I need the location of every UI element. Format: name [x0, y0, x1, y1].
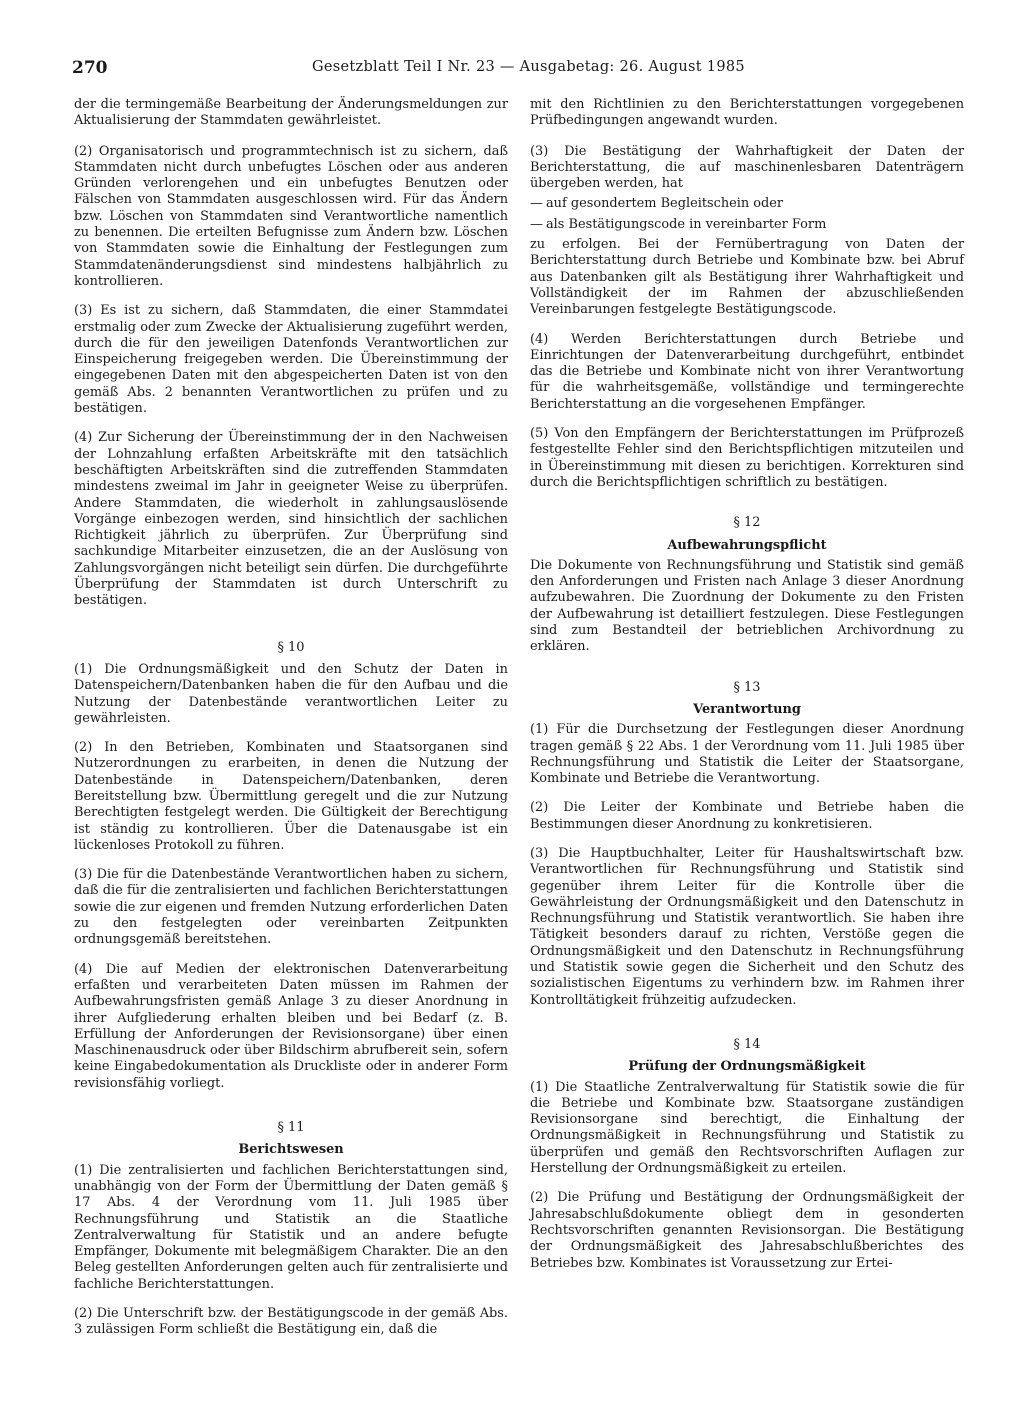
page-header [72, 58, 964, 86]
page-number: 270 [72, 58, 108, 78]
paragraph: (1) Die Ordnungsmäßigkeit und den Schutz der Daten in Datenspeichern/Datenbanken haben die für den Aufbau und die Nutzung der Datenbestände verantwortlichen Leiter zu gewährleisten. [74, 661, 508, 726]
paragraph: Die Dokumente von Rechnungsführung und Statistik sind gemäß den Anforderungen und Fristen nach Anlage 3 dieser Anordnung aufzubewahren. Die Zuordnung der Dokumente zu den Fristen der Aufbewahrung ist detailliert festzulegen. Diese Festlegungen sind zum Bestandteil der betrieblichen Archivordnung zu erklären. [530, 557, 964, 655]
paragraph: (4) Zur Sicherung der Übereinstimmung der in den Nachweisen der Lohnzahlung erfaßten Arbeitskräfte mit den tatsächlich beschäftigten Arbeitskräften sind die zutreffenden Stammdaten mindestens zweimal im Jahr in geeigneter Weise zu überprüfen. Andere Stammdaten, die wiederholt in zahlungsauslösende Vorgänge einbezogen werden, sind hinsichtlich der sachlichen Richtigkeit jährlich zu überprüfen. Zur Überprüfung sind sachkundige Mitarbeiter einzusetzen, die an der Auslösung von Zahlungsvorgängen nicht beteiligt sein dürfen. Die durchgeführte Überprüfung der Stammdaten ist durch Unterschrift zu bestätigen. [74, 430, 508, 609]
dash-marker: — [530, 216, 543, 232]
running-head: Gesetzblatt Teil I Nr. 23 — Ausgabetag: 26. August 1985 [312, 59, 745, 75]
section-title-pruefung: Prüfung der Ordnungsmäßigkeit [628, 1059, 866, 1075]
paragraph: (3) Die für die Datenbestände Verantwortlichen haben zu sichern, daß die für die zentralisierten und fachlichen Berichterstattungen sowie die zur eigenen und fremden Nutzung erforderlichen Daten zu den festgelegten oder vereinbarten Zeitpunkten ordnungsgemäß bereitstehen. [74, 867, 508, 948]
list-item [530, 196, 964, 212]
section-number-11: § 11 [277, 1120, 305, 1136]
paragraph: der die termingemäße Bearbeitung der Änderungsmeldungen zur Aktualisierung der Stammdaten gewährleistet. [74, 97, 508, 129]
paragraph: (4) Werden Berichterstattungen durch Betriebe und Einrichtungen der Datenverarbeitung durchgeführt, entbindet das die Betriebe und Kombinate nicht von ihrer Verantwortung für die wahrheitsgemäße, vollständige und termingerechte Berichterstattung an die vorgesehenen Empfänger. [530, 331, 964, 412]
paragraph: (2) Die Unterschrift bzw. der Bestätigungscode in der gemäß Abs. 3 zulässigen Form schließt die Bestätigung ein, daß die [74, 1306, 508, 1338]
paragraph: (5) Von den Empfängern der Berichterstattungen im Prüfprozeß festgestellte Fehler sind den Berichtspflichtigen mitzuteilen und in Übereinstimmung mit diesen zu berichtigen. Korrekturen sind durch die Berichtspflichtigen schriftlich zu bestätigen. [530, 426, 964, 490]
paragraph: (3) Die Hauptbuchhalter, Leiter für Haushaltswirtschaft bzw. Verantwortlichen für Rechnungsführung und Statistik sind gegenüber ihrem Leiter für die Kontrolle über die Gewährleistung der Ordnungsmäßigkeit und den Datenschutz in Rechnungsführung und Statistik verantwortlich. Sie haben ihre Tätigkeit besonders darauf zu richten, Verstöße gegen die Ordnungsmäßigkeit und den Datenschutz in Rechnungsführung und Statistik sowie gegen die Sicherheit und den Schutz des sozialistischen Eigentums zu verhindern bzw. im Rahmen ihrer Kontrolltätigkeit frühzeitig aufzudecken. [530, 845, 964, 1008]
list-item-text: auf gesondertem Begleitschein oder [546, 196, 784, 212]
section-number-10: § 10 [277, 639, 305, 655]
dash-marker: — [530, 196, 543, 212]
right-column [530, 97, 964, 1285]
paragraph: (2) Die Leiter der Kombinate und Betriebe haben die Bestimmungen dieser Anordnung zu konkretisieren. [530, 800, 964, 832]
section-title-berichtswesen: Berichtswesen [238, 1142, 344, 1158]
paragraph: zu erfolgen. Bei der Fernübertragung von Daten der Berichterstattung durch Betriebe und Kombinate bzw. bei Abruf aus Datenbanken gilt als Bestätigung ihrer Wahrhaftigkeit und Vollständigkeit der im Rahmen der abzuschließenden Vereinbarungen festgelegte Bestätigungscode. [530, 237, 964, 318]
paragraph: (1) Die Staatliche Zentralverwaltung für Statistik sowie die für die Betriebe und Kombinate bzw. Staatsorgane zuständigen Revisionsorgane sind berechtigt, die Einhaltung der Ordnungsmäßigkeit in Rechnungsführung und Statistik zu überprüfen und gemäß den Rechtsvorschriften Auflagen zur Herstellung der Ordnungsmäßigkeit zu erteilen. [530, 1079, 964, 1177]
paragraph: mit den Richtlinien zu den Berichterstattungen vorgegebenen Prüfbedingungen angewandt wurden. [530, 97, 964, 129]
section-number-14: § 14 [733, 1036, 761, 1052]
section-title-verantwortung: Verantwortung [693, 701, 801, 717]
list-item [530, 217, 964, 233]
list-item-text: als Bestätigungscode in vereinbarter Form [546, 216, 827, 232]
section-number-12: § 12 [733, 515, 761, 531]
dash-list [530, 196, 964, 233]
paragraph: (1) Die zentralisierten und fachlichen Berichterstattungen sind, unabhängig von der Form der Übermittlung der Daten gemäß § 17 Abs. 4 der Verordnung vom 11. Juli 1985 über Rechnungsführung und Statistik an die Staatliche Zentralverwaltung für Statistik und an andere befugte Empfänger, Dokumente mit belegmäßigem Charakter. Die an den Beleg gestellten Anforderungen gelten auch für zentralisierte und fachliche Berichterstattungen. [74, 1162, 508, 1292]
paragraph: (2) Die Prüfung und Bestätigung der Ordnungsmäßigkeit der Jahresabschlußdokumente obliegt dem in gesonderten Rechtsvorschriften genannten Revisionsorgan. Die Bestätigung der Ordnungsmäßigkeit des Jahresabschlußberichtes des Betriebes bzw. Kombinates ist Voraussetzung zur Ertei- [530, 1190, 964, 1271]
paragraph: (4) Die auf Medien der elektronischen Datenverarbeitung erfaßten und verarbeiteten Daten müssen im Rahmen der Aufbewahrungsfristen gemäß Anlage 3 zu dieser Anordnung in ihrer Aufgliederung erhalten bleiben und bei Bedarf (z. B. Erfüllung der Anforderungen der Revisionsorgane) über einen Maschinenausdruck oder über Bildschirm abrufbereit sein, sofern keine Eingabedokumentation als Druckliste oder in anderer Form revisionsfähig vorliegt. [74, 961, 508, 1091]
paragraph: (2) In den Betrieben, Kombinaten und Staatsorganen sind Nutzerordnungen zu erarbeiten, in denen die Nutzung der Datenbestände in Datenspeichern/Datenbanken, deren Bereitstellung bzw. Übermittlung geregelt und die zur Nutzung Berechtigten festgelegt werden. Die Gültigkeit der Berechtigung ist ständig zu kontrollieren. Über die Datenausgabe ist ein lückenloses Protokoll zu führen. [74, 740, 508, 853]
section-number-13: § 13 [733, 679, 761, 695]
left-column [74, 97, 508, 1352]
section-title-aufbewahrungspflicht: Aufbewahrungspflicht [667, 537, 827, 553]
paragraph: (2) Organisatorisch und programmtechnisch ist zu sichern, daß Stammdaten nicht durch unbefugtes Löschen oder aus anderen Gründen verlorengehen und ein unbefugtes Benutzen oder Fälschen von Stammdaten ausgeschlossen wird. Für das Ändern bzw. Löschen von Stammdaten sind Verantwortliche namentlich zu benennen. Die erteilten Befugnisse zum Ändern bzw. Löschen von Stammdaten sowie die Einhaltung der Festlegungen zum Stammdatenänderungsdienst sind mindestens halbjährlich zu kontrollieren. [74, 143, 508, 289]
paragraph: (1) Für die Durchsetzung der Festlegungen dieser Anordnung tragen gemäß § 22 Abs. 1 der Verordnung vom 11. Juli 1985 über Rechnungsführung und Statistik die Leiter der Staatsorgane, Kombinate und Betriebe die Verantwortung. [530, 722, 964, 787]
paragraph: (3) Die Bestätigung der Wahrhaftigkeit der Daten der Berichterstattung, die auf maschinenlesbaren Datenträgern übergeben werden, hat [530, 143, 964, 192]
paragraph: (3) Es ist zu sichern, daß Stammdaten, die einer Stammdatei erstmalig oder zum Zwecke der Aktualisierung zugeführt werden, durch die für den jeweiligen Datenfonds Verantwortlichen zur Einspeicherung freigegeben werden. Die Übereinstimmung der eingegebenen Daten mit den abgespeicherten Daten ist von den gemäß Abs. 2 benannten Verantwortlichen zu prüfen und zu bestätigen. [74, 303, 508, 417]
